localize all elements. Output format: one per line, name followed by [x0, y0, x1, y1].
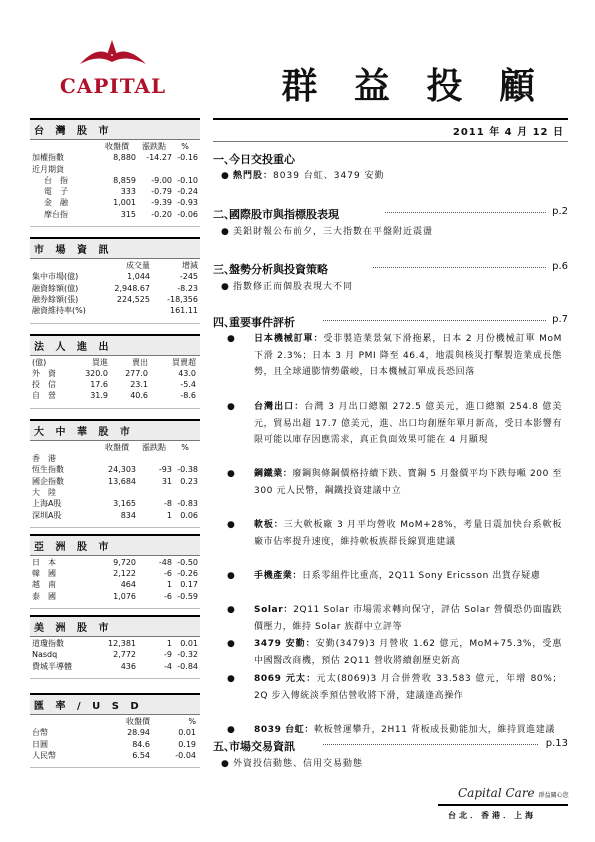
table-cell: -5.4 — [180, 380, 196, 390]
table-row — [32, 568, 198, 579]
table-cell: 人民幣 — [32, 750, 56, 760]
section-number: 五、 — [213, 740, 235, 753]
table-cell — [98, 487, 136, 498]
table-cell: -0.26 — [177, 569, 198, 579]
table-cell: -14.27 — [146, 153, 172, 163]
table-cell: 6.54 — [132, 750, 150, 760]
bullet-icon: ● — [227, 520, 236, 530]
table-cell: 9,720 — [113, 557, 136, 567]
section-title: 盤勢分析與投資策略 — [229, 263, 328, 276]
bullet-icon: ● — [221, 282, 230, 292]
fx-title: 匯 率 / U S D — [30, 693, 200, 715]
table-row — [32, 164, 198, 175]
table-cell: 28.94 — [127, 728, 150, 738]
col-header: 增減 — [182, 261, 198, 271]
table-cell — [172, 453, 198, 464]
us-market-box — [30, 615, 200, 679]
table-cell: 12,381 — [108, 639, 136, 649]
table-cell: -0.50 — [177, 557, 198, 567]
table-cell: 3,165 — [113, 499, 136, 509]
table-cell: 0.01 — [180, 639, 198, 649]
table-cell: 金 融 — [44, 198, 68, 208]
section-title: 今日交投重心 — [229, 153, 295, 166]
table-cell: 1 — [166, 580, 172, 590]
table-cell: 1,001 — [113, 198, 136, 208]
table-row — [32, 464, 198, 475]
greater-china-box — [30, 419, 200, 528]
table-cell: -8.23 — [177, 283, 198, 293]
report-content — [213, 118, 568, 769]
table-cell: -9.00 — [151, 175, 172, 185]
table-cell: -9.39 — [151, 198, 172, 208]
table-row — [32, 727, 198, 738]
table-row — [32, 175, 198, 186]
table-cell: 融資餘額(億) — [32, 283, 79, 293]
table-cell: 436 — [120, 661, 136, 671]
table-cell: 1 — [166, 510, 172, 520]
table-cell: 31 — [161, 476, 172, 486]
table-cell: -18,356 — [167, 294, 198, 304]
table-cell: 國企指數 — [32, 476, 64, 486]
event-item — [227, 399, 562, 449]
event-title: 日本機械訂單： — [254, 334, 324, 344]
table-row — [32, 197, 198, 208]
table-cell: -48 — [158, 557, 172, 567]
bullet-icon: ● — [227, 334, 236, 344]
event-item — [227, 636, 562, 669]
table-cell: 0.23 — [180, 476, 198, 486]
section-1-bullet — [221, 168, 385, 185]
col-header: 漲跌點 — [142, 142, 166, 151]
col-header: % — [181, 442, 189, 452]
page-title: 群 益 投 顧 — [281, 66, 547, 107]
asia-market-title: 亞 洲 股 市 — [30, 534, 200, 556]
bullet-bold: 熱門股： — [233, 171, 274, 181]
table-cell: 23.1 — [130, 380, 148, 390]
event-item — [227, 331, 562, 381]
event-item — [227, 722, 562, 739]
table-row — [32, 390, 198, 401]
section-5-bullet — [221, 756, 364, 773]
market-info-box — [30, 237, 200, 323]
bullet-text: 指數修正而個股表現大不同 — [233, 282, 354, 292]
event-text: 日系零組件比重高，2Q11 Sony Ericsson 出貨存疑慮 — [302, 571, 541, 581]
col-header: 收盤價 — [105, 442, 129, 452]
table-cell: 161.11 — [170, 306, 198, 316]
col-header: (億) — [32, 357, 47, 367]
table-cell: 日圓 — [32, 739, 48, 749]
footer-sig-small: 群益關心您 — [538, 792, 569, 799]
bullet-text: 美鋁財報公布前夕，三大指數在平盤附近震盪 — [233, 227, 434, 237]
logo-text: CAPITAL — [59, 74, 167, 98]
event-text: 軟板營運攀升，2H11 背板成長動能加大，維持買進建議 — [313, 725, 555, 735]
asia-market-box — [30, 534, 200, 609]
event-title: 8069 元太： — [254, 674, 317, 684]
bullet-icon: ● — [227, 674, 236, 684]
table-row — [32, 487, 198, 498]
table-cell: -245 — [179, 272, 198, 282]
table-cell: 17.6 — [90, 380, 108, 390]
table-cell: 0.17 — [180, 580, 198, 590]
taiwan-market-box — [30, 118, 200, 227]
event-text: 台灣 3 月出口總額 272.5 億美元，進口總額 254.8 億美元，貿易出超 17.7 億美元，進、出口均創歷年單月新高，受日本影響有限可能以庫存因應需求，真正負面效果可能在 4 月顯現 — [254, 402, 562, 446]
event-item — [227, 466, 562, 499]
table-cell: 8,880 — [113, 153, 136, 163]
table-cell — [172, 487, 198, 498]
col-header: 收盤價 — [126, 716, 150, 726]
col-header: 買進 — [92, 357, 108, 367]
us-market-title: 美 洲 股 市 — [30, 615, 200, 637]
table-cell — [136, 164, 172, 175]
table-cell: 84.6 — [132, 739, 150, 749]
table-header — [32, 260, 198, 271]
table-cell: 31.9 — [90, 391, 108, 401]
table-row — [32, 649, 198, 660]
section-page: p.6 — [552, 261, 568, 272]
event-text: 2Q11 Solar 市場需求轉向保守，評估 Solar 營價恐仍面臨跌價壓力，維持 Solar 族群中立評等 — [254, 605, 562, 632]
table-cell: -8 — [164, 499, 172, 509]
table-header — [32, 141, 198, 152]
table-cell: 8,859 — [113, 175, 136, 185]
institutional-title: 法 人 進 出 — [30, 334, 200, 356]
table-row — [32, 379, 198, 390]
table-cell: 投 信 — [32, 380, 56, 390]
table-cell: 2,772 — [113, 650, 136, 660]
table-cell: -0.20 — [151, 209, 172, 219]
table-cell: 越 南 — [32, 580, 56, 590]
table-cell — [98, 164, 136, 175]
table-cell: 1,076 — [113, 591, 136, 601]
table-cell: 上海A股 — [32, 499, 62, 509]
table-cell: 333 — [120, 187, 136, 197]
event-item — [227, 602, 562, 635]
section-page: p.7 — [552, 314, 568, 325]
table-cell: 道瓊指數 — [32, 639, 64, 649]
table-cell: -0.93 — [177, 198, 198, 208]
table-cell: -4 — [164, 661, 172, 671]
table-row — [32, 661, 198, 672]
event-title: 鋼鐵業： — [254, 469, 293, 479]
table-row — [32, 186, 198, 197]
table-cell: -0.06 — [177, 209, 198, 219]
table-cell: 0.06 — [180, 510, 198, 520]
bullet-icon: ● — [227, 639, 236, 649]
table-row — [32, 368, 198, 379]
table-cell: 834 — [120, 510, 136, 520]
event-title: Solar： — [254, 605, 294, 615]
section-title: 市場交易資訊 — [229, 740, 295, 753]
table-cell: 費城半導體 — [32, 661, 72, 671]
table-cell: -6 — [164, 591, 172, 601]
section-3-bullet — [221, 279, 354, 296]
table-cell: 大 陸 — [32, 487, 56, 497]
table-row — [32, 283, 198, 294]
table-cell: 1 — [166, 639, 172, 649]
event-title: 3479 安勤： — [254, 639, 316, 649]
section-title: 重要事件評析 — [229, 316, 295, 329]
table-row — [32, 557, 198, 568]
market-info-title: 市 場 資 訊 — [30, 237, 200, 259]
table-row — [32, 271, 198, 282]
logo-emblem-icon — [78, 38, 148, 78]
bullet-icon: ● — [227, 605, 236, 615]
table-cell: 24,303 — [108, 465, 136, 475]
section-title: 國際股市與指標股表現 — [229, 208, 339, 221]
bullet-icon: ● — [221, 171, 230, 181]
table-cell: 台 指 — [44, 175, 68, 185]
col-header: 成交量 — [126, 261, 150, 271]
table-cell: -0.38 — [177, 465, 198, 475]
table-cell: 40.6 — [130, 391, 148, 401]
event-item — [227, 517, 562, 550]
event-title: 8039 台虹： — [254, 725, 314, 735]
event-title: 台灣出口： — [254, 402, 305, 412]
table-cell: 深圳A股 — [32, 510, 62, 520]
event-item — [227, 671, 562, 704]
table-cell: 日 本 — [32, 557, 56, 567]
table-cell: 融券餘額(張) — [32, 294, 79, 304]
table-cell: 電 子 — [44, 187, 68, 197]
table-cell: -0.32 — [177, 650, 198, 660]
table-cell: 近月期貨 — [32, 164, 64, 174]
table-header — [32, 357, 198, 368]
section-number: 四、 — [213, 316, 235, 329]
taiwan-market-title: 台 灣 股 市 — [30, 118, 200, 140]
section-number: 二、 — [213, 208, 235, 221]
table-cell: 277.0 — [125, 368, 148, 378]
table-cell: 韓 國 — [32, 569, 56, 579]
report-date: 2011 年 4 月 12 日 — [213, 118, 568, 142]
event-text: 受非製造業景氣下滑拖累，日本 2 月份機械訂單 MoM 下滑 2.3%；日本 3 月 PMI 降至 46.4，地震與核災打擊製造業成長態勢，且全球通膨情勢嚴峻，日本機械訂單成長恐回落 — [254, 334, 562, 378]
capital-logo — [38, 38, 188, 100]
footer-signature — [458, 786, 569, 800]
event-title: 手機產業： — [254, 571, 303, 581]
col-header: % — [181, 142, 189, 151]
bullet-icon: ● — [221, 227, 230, 237]
table-cell: -6 — [164, 569, 172, 579]
table-cell: -0.24 — [177, 187, 198, 197]
table-row — [32, 638, 198, 649]
table-row — [32, 591, 198, 602]
table-row — [32, 294, 198, 305]
table-cell: -0.04 — [175, 750, 196, 760]
table-cell: -0.83 — [177, 499, 198, 509]
sidebar — [30, 118, 200, 768]
greater-china-title: 大 中 華 股 市 — [30, 419, 200, 441]
table-row — [32, 453, 198, 464]
col-header: 買賣超 — [172, 357, 196, 367]
table-cell: -9 — [164, 650, 172, 660]
table-cell: -0.16 — [177, 153, 198, 163]
section-page: p.2 — [552, 206, 568, 217]
table-cell: 43.0 — [178, 368, 196, 378]
section-number: 一、 — [213, 153, 235, 166]
table-cell: 恆生指數 — [32, 465, 64, 475]
table-cell: -0.84 — [177, 661, 198, 671]
table-cell: -0.59 — [177, 591, 198, 601]
footer-cities: 台北．香港．上海 — [448, 811, 536, 820]
table-cell: 加權指數 — [32, 153, 64, 163]
table-row — [32, 152, 198, 163]
bullet-text: 8039 台虹、3479 安勤 — [273, 171, 385, 181]
table-cell: Nasdq — [32, 650, 58, 660]
table-row — [32, 739, 198, 750]
table-cell: 外 資 — [32, 368, 56, 378]
section-number: 三、 — [213, 263, 235, 276]
section-2-bullet — [221, 224, 434, 241]
bullet-icon: ● — [227, 725, 236, 735]
table-cell: 泰 國 — [32, 591, 56, 601]
col-header: % — [188, 716, 196, 726]
fx-box — [30, 693, 200, 768]
event-title: 軟板： — [254, 520, 284, 530]
table-row — [32, 510, 198, 521]
table-cell: 1,044 — [127, 272, 150, 282]
table-row — [32, 498, 198, 509]
col-header: 漲跌點 — [142, 442, 166, 452]
bullet-icon: ● — [227, 402, 236, 412]
table-row — [32, 579, 198, 590]
event-text: 廢鋼與條鋼價格持續下跌、寶鋼 5 月盤價平均下跌每噸 200 至 300 元人民幣，鋼鐵投資建議中立 — [254, 469, 562, 496]
col-header: 賣出 — [132, 357, 148, 367]
table-row — [32, 305, 198, 316]
event-item — [227, 568, 562, 585]
table-cell: 自 營 — [32, 391, 56, 401]
table-header — [32, 716, 198, 727]
table-cell: 香 港 — [32, 454, 56, 464]
table-cell: 224,525 — [116, 294, 150, 304]
bullet-icon: ● — [227, 571, 236, 581]
table-cell: 315 — [120, 209, 136, 219]
table-cell — [172, 164, 198, 175]
col-header: 收盤價 — [105, 142, 129, 151]
footer-divider — [438, 804, 568, 806]
table-cell: 融資維持率(%) — [32, 306, 86, 316]
table-cell: 464 — [120, 580, 136, 590]
table-cell: 0.19 — [178, 739, 196, 749]
event-text: 三大軟板廠 3 月平均營收 MoM+28%，考量日震加快台系軟板廠市佔率提升速度，維持軟板族群長線買進建議 — [254, 520, 562, 547]
table-cell: 2,948.67 — [114, 283, 150, 293]
table-row — [32, 476, 198, 487]
table-cell: 0.01 — [178, 728, 196, 738]
table-cell: -8.6 — [180, 391, 196, 401]
event-text: 元太(8069)3 月合併營收 33.583 億元，年增 80%；2Q 步入傳統淡季預估營收將下滑，建議逢高操作 — [254, 674, 562, 701]
table-cell — [98, 305, 150, 316]
table-cell: -0.79 — [151, 187, 172, 197]
table-cell: -93 — [158, 465, 172, 475]
table-cell: 集中市場(億) — [32, 272, 79, 282]
table-cell: 摩台指 — [44, 209, 68, 219]
table-header — [32, 442, 198, 453]
section-page: p.13 — [545, 738, 568, 749]
table-cell — [136, 487, 172, 498]
event-text: 安勤(3479)3 月營收 1.62 億元，MoM+75.3%，受惠中國醫改商機，預估 2Q11 營收將續創歷史新高 — [254, 639, 562, 666]
bullet-icon: ● — [227, 469, 236, 479]
table-row — [32, 209, 198, 220]
table-cell — [98, 453, 136, 464]
table-cell: -0.10 — [177, 175, 198, 185]
table-cell — [136, 453, 172, 464]
bullet-text: 外資投信動態、信用交易動態 — [233, 759, 364, 769]
table-cell: 13,684 — [108, 476, 136, 486]
footer-sig-text: Capital Care — [458, 786, 535, 800]
table-cell: 2,122 — [113, 569, 136, 579]
table-row — [32, 750, 198, 761]
institutional-box — [30, 334, 200, 409]
table-cell: 台幣 — [32, 728, 48, 738]
bullet-icon: ● — [221, 759, 230, 769]
table-cell: 320.0 — [85, 368, 108, 378]
